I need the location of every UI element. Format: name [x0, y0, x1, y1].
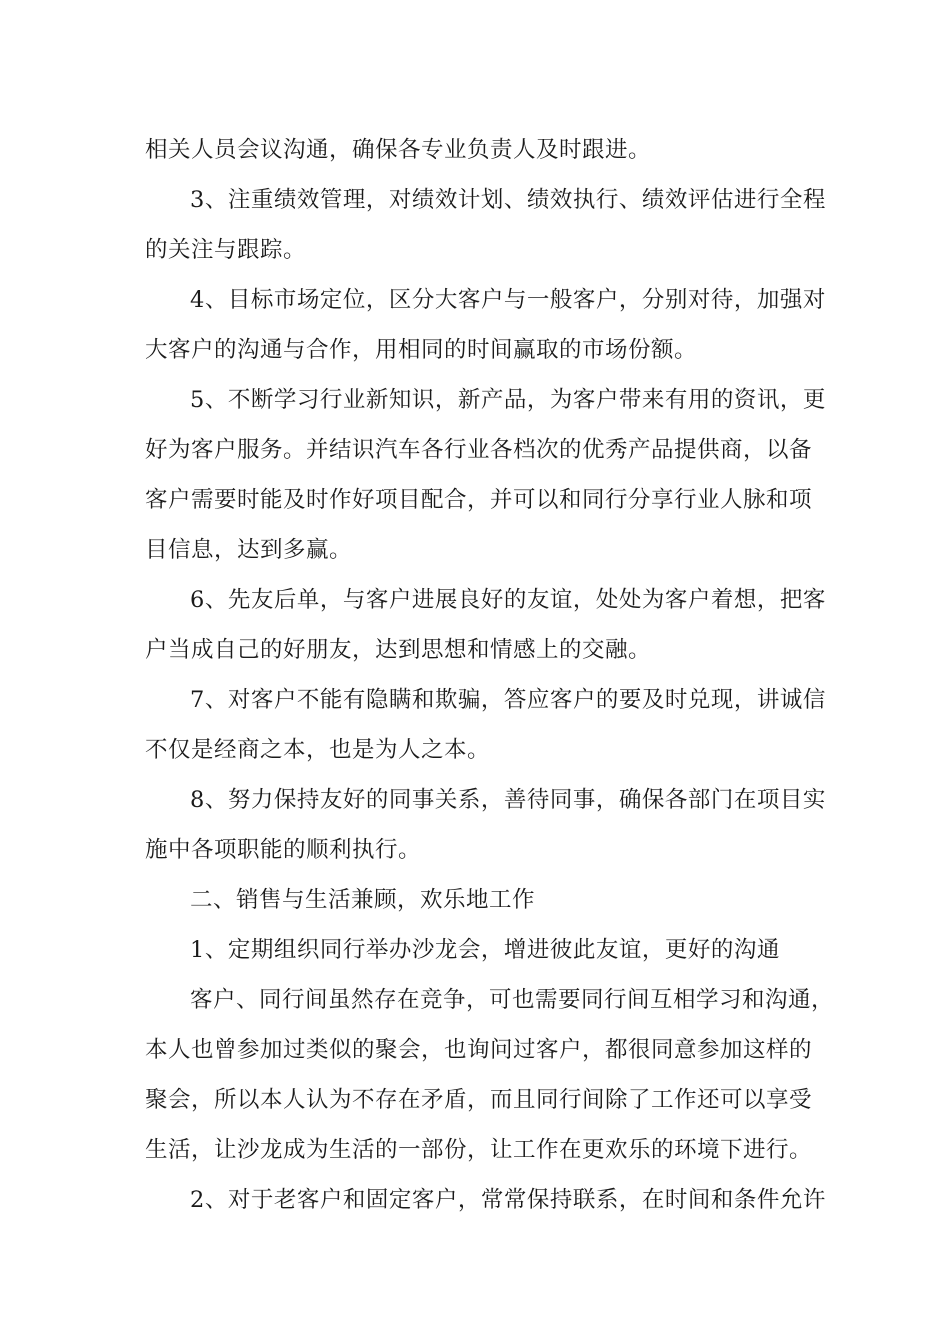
text-line: 5、不断学习行业新知识，新产品，为客户带来有用的资讯，更	[190, 387, 826, 413]
text-line: 相关人员会议沟通，确保各专业负责人及时跟进。	[145, 137, 652, 163]
section-heading: 二、销售与生活兼顾，欢乐地工作	[190, 887, 536, 913]
text-line: 客户需要时能及时作好项目配合，并可以和同行分享行业人脉和项	[145, 487, 813, 513]
text-line: 好为客户服务。并结识汽车各行业各档次的优秀产品提供商，以备	[145, 437, 813, 463]
text-line: 施中各项职能的顺利执行。	[145, 837, 422, 863]
text-line: 大客户的沟通与合作，用相同的时间赢取的市场份额。	[145, 337, 698, 363]
text-line: 聚会，所以本人认为不存在矛盾，而且同行间除了工作还可以享受	[145, 1087, 813, 1113]
text-line: 7、对客户不能有隐瞒和欺骗，答应客户的要及时兑现，讲诚信	[190, 687, 826, 713]
text-line: 1、定期组织同行举办沙龙会，增进彼此友谊，更好的沟通	[190, 937, 780, 963]
text-line: 户当成自己的好朋友，达到思想和情感上的交融。	[145, 637, 652, 663]
text-line: 不仅是经商之本，也是为人之本。	[145, 737, 491, 763]
text-line: 客户、同行间虽然存在竞争，可也需要同行间互相学习和沟通，	[190, 987, 835, 1013]
text-line: 6、先友后单，与客户进展良好的友谊，处处为客户着想，把客	[190, 587, 826, 613]
text-line: 3、注重绩效管理，对绩效计划、绩效执行、绩效评估进行全程	[190, 187, 826, 213]
text-line: 的关注与跟踪。	[145, 237, 307, 263]
text-line: 生活，让沙龙成为生活的一部份，让工作在更欢乐的环境下进行。	[145, 1137, 813, 1163]
text-line: 8、努力保持友好的同事关系，善待同事，确保各部门在项目实	[190, 787, 826, 813]
text-line: 2、对于老客户和固定客户，常常保持联系，在时间和条件允许	[190, 1187, 826, 1213]
text-line: 4、目标市场定位，区分大客户与一般客户，分别对待，加强对	[190, 287, 826, 313]
text-line: 目信息，达到多赢。	[145, 537, 353, 563]
text-line: 本人也曾参加过类似的聚会，也询问过客户，都很同意参加这样的	[145, 1037, 813, 1063]
